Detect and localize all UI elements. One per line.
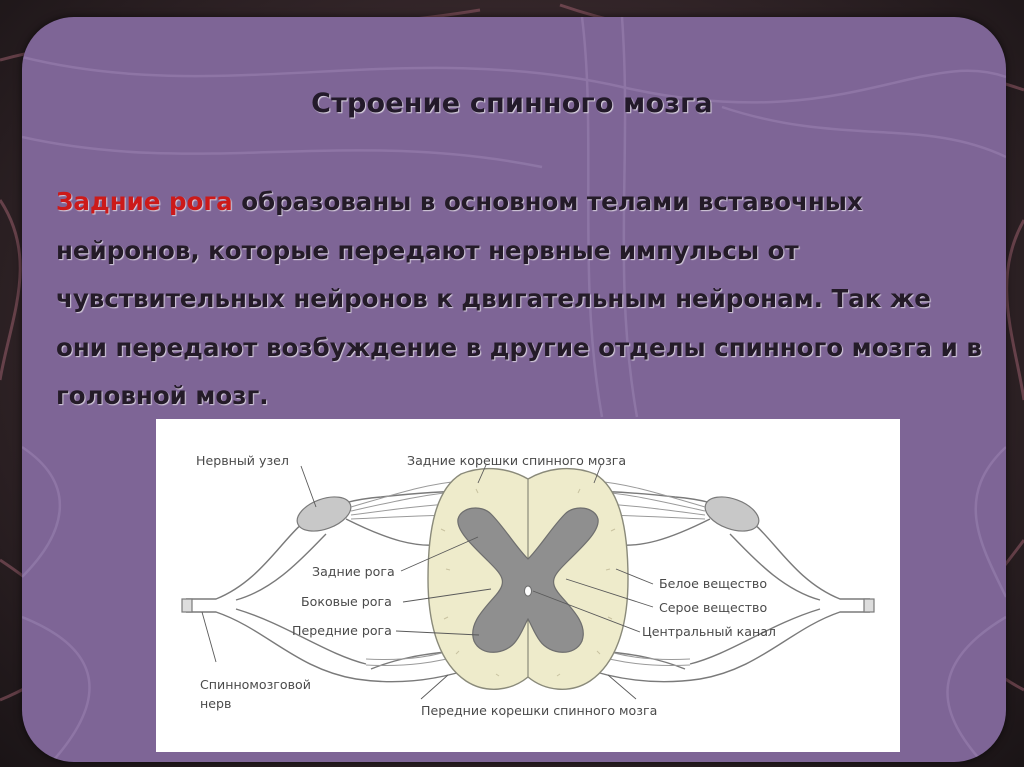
label-spinal-nerve-line2: нерв <box>200 696 232 711</box>
paragraph-text: образованы в основном телами вставочных нейронов, которые передают нервные импульсы от чувствительных нейронов к двигательным нейронам. Так же они передают возбуждение в другие отделы спинного мозга и в головной мозг. <box>56 187 982 410</box>
label-ganglion: Нервный узел <box>196 453 289 468</box>
label-dorsal-horns: Задние рога <box>312 564 395 579</box>
label-ventral-horns: Передние рога <box>292 623 392 638</box>
label-lateral-horns: Боковые рога <box>301 594 392 609</box>
highlighted-term: Задние рога <box>56 187 233 216</box>
label-central-canal: Центральный канал <box>642 624 776 639</box>
label-gray-matter: Серое вещество <box>659 600 768 615</box>
label-white-matter: Белое вещество <box>659 576 768 591</box>
label-spinal-nerve-line1: Спинномозговой <box>200 677 311 692</box>
label-ventral-roots: Передние корешки спинного мозга <box>421 703 658 718</box>
label-dorsal-roots: Задние корешки спинного мозга <box>407 453 627 468</box>
left-ganglion <box>293 490 356 537</box>
slide-paragraph <box>56 178 986 421</box>
central-canal <box>525 586 532 596</box>
slide-title: Строение спинного мозга <box>311 88 713 119</box>
right-ganglion <box>701 490 764 537</box>
spinal-cord-diagram <box>156 419 900 752</box>
